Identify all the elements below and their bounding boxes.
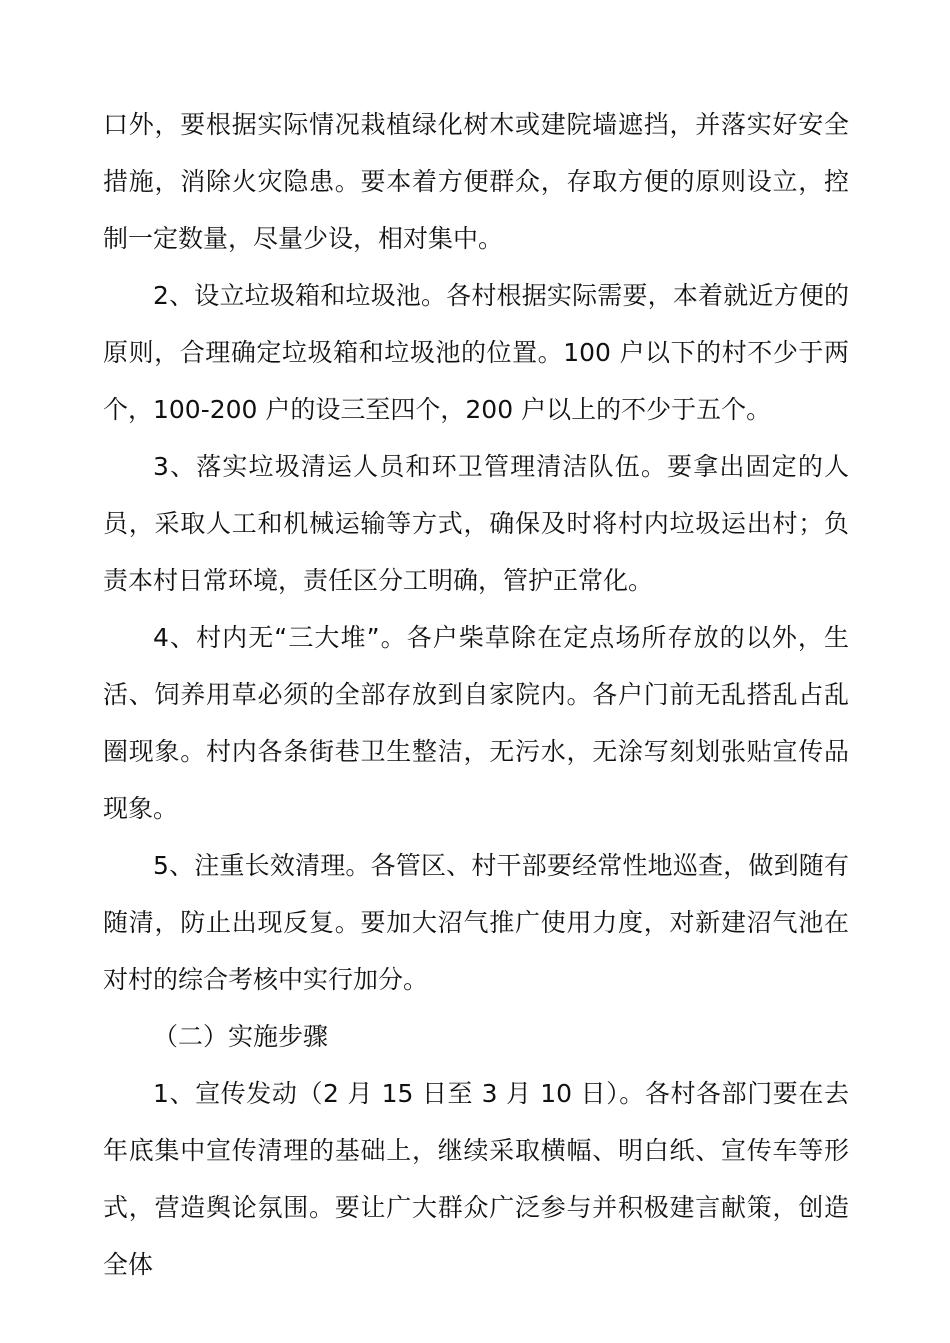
paragraph-item-3: 3、落实垃圾清运人员和环卫管理清洁队伍。要拿出固定的人员，采取人工和机械运输等方式，确保及时将村内垃圾运出村；负责本村日常环境，责任区分工明确，管护正常化。 — [103, 452, 849, 595]
section-heading: （二）实施步骤 — [153, 1022, 329, 1051]
document-body — [103, 96, 849, 1293]
paragraph-item-4: 4、村内无“三大堆”。各户柴草除在定点场所存放的以外，生活、饲养用草必须的全部存放到自家院内。各户门前无乱搭乱占乱圈现象。村内各条街巷卫生整洁，无污水，无涂写刻划张贴宣传品现象。 — [103, 623, 849, 823]
paragraph-step-1: 1、宣传发动（2 月 15 日至 3 月 10 日）。各村各部门要在去年底集中宣传清理的基础上，继续采取横幅、明白纸、宣传车等形式，营造舆论氛围。要让广大群众广泛参与并积极建言献策，创造全体 — [103, 1079, 849, 1279]
paragraph-item-2: 2、设立垃圾箱和垃圾池。各村根据实际需要，本着就近方便的原则，合理确定垃圾箱和垃圾池的位置。100 户以下的村不少于两个，100-200 户的设三至四个，200 户以上的不少于五个。 — [103, 281, 849, 424]
paragraph-continuation: 口外，要根据实际情况栽植绿化树木或建院墙遮挡，并落实好安全措施，消除火灾隐患。要本着方便群众，存取方便的原则设立，控制一定数量，尽量少设，相对集中。 — [103, 110, 849, 253]
paragraph-item-5: 5、注重长效清理。各管区、村干部要经常性地巡查，做到随有随清，防止出现反复。要加大沼气推广使用力度，对新建沼气池在对村的综合考核中实行加分。 — [103, 851, 849, 994]
